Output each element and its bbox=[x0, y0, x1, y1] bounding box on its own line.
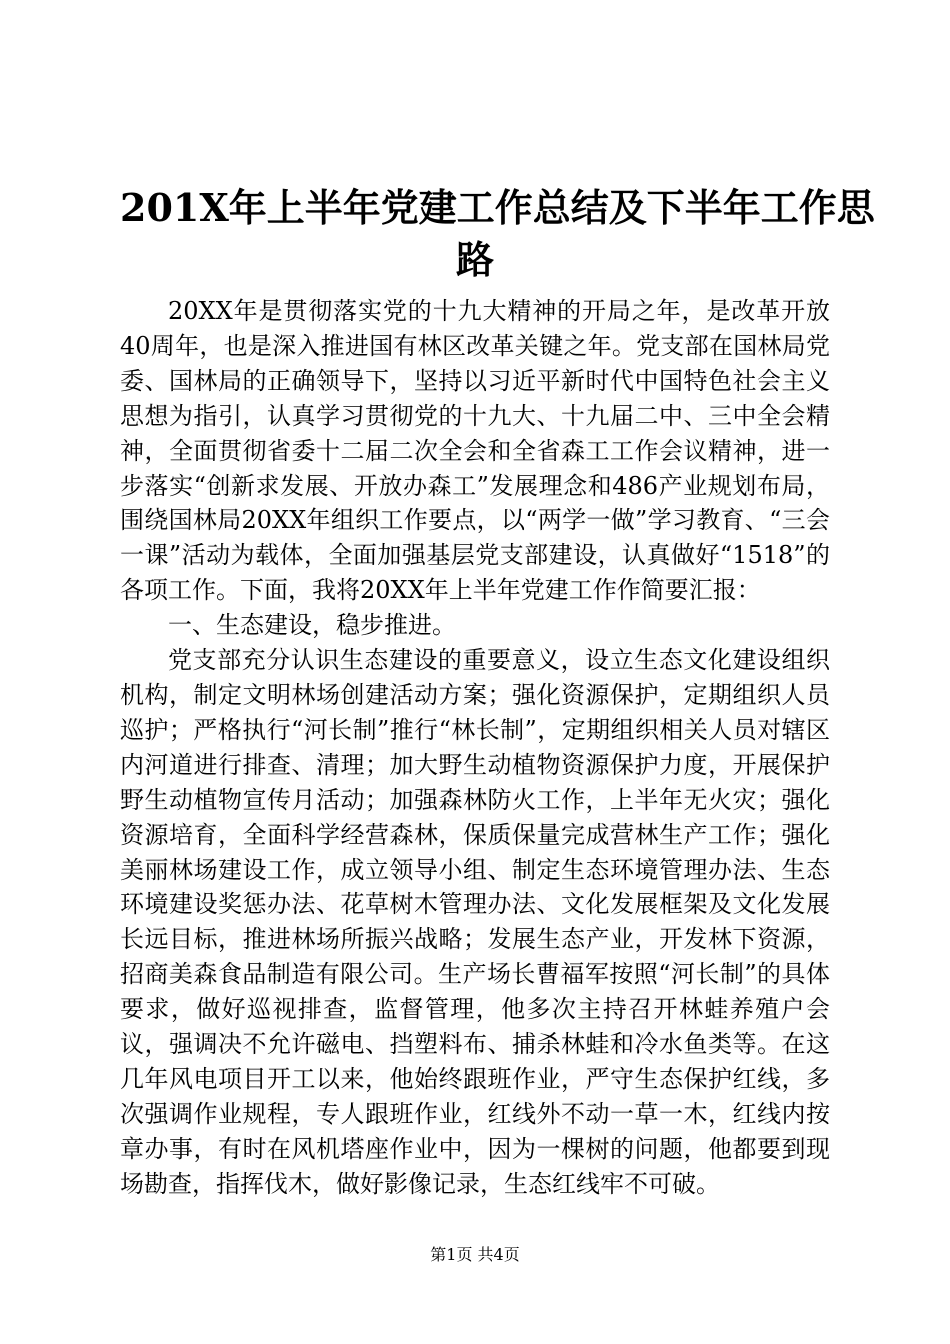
section-heading: 一、生态建设，稳步推进。 bbox=[168, 611, 456, 640]
document-body bbox=[120, 294, 830, 1202]
ecology-paragraph: 党支部充分认识生态建设的重要意义，设立生态文化建设组织机构，制定文明林场创建活动方案；强化资源保护，定期组织人员巡护；严格执行“河长制”推行“林长制”，定期组织相关人员对辖区内河道进行排查、清理；加大野生动植物资源保护力度，开展保护野生动植物宣传月活动；加强森林防火工作，上半年无火灾；强化资源培育，全面科学经营森林，保质保量完成营林生产工作；强化美丽林场建设工作，成立领导小组、制定生态环境管理办法、生态环境建设奖惩办法、花草树木管理办法、文化发展框架及文化发展长远目标，推进林场所振兴战略；发展生态产业，开发林下资源，招商美森食品制造有限公司。生产场长曹福军按照“河长制”的具体要求，做好巡视排查，监督管理，他多次主持召开林蛙养殖户会议，强调决不允许磁电、挡塑料布、捕杀林蛙和冷水鱼类等。在这几年风电项目开工以来，他始终跟班作业，严守生态保护红线，多次强调作业规程，专人跟班作业，红线外不动一草一木，红线内按章办事，有时在风机塔座作业中，因为一棵树的问题，他都要到现场勘查，指挥伐木，做好影像记录，生态红线牢不可破。 bbox=[120, 646, 830, 1198]
intro-paragraph: 20XX年是贯彻落实党的十九大精神的开局之年，是改革开放40周年，也是深入推进国有林区改革关键之年。党支部在国林局党委、国林局的正确领导下，坚持以习近平新时代中国特色社会主义思想为指引，认真学习贯彻党的十九大、十九届二中、三中全会精神，全面贯彻省委十二届二次全会和全省森工工作会议精神，进一步落实“创新求发展、开放办森工”发展理念和486产业规划布局，围绕国林局20XX年组织工作要点，以“两学一做”学习教育、“三会一课”活动为载体，全面加强基层党支部建设，认真做好“1518”的各项工作。下面，我将20XX年上半年党建工作作简要汇报： bbox=[120, 297, 830, 605]
page-footer: 第1页 共4页 bbox=[430, 1245, 520, 1264]
document-title-line-2: 路 bbox=[455, 237, 494, 282]
document-title-line-1: 201X年上半年党建工作总结及下半年工作思 bbox=[120, 185, 875, 230]
